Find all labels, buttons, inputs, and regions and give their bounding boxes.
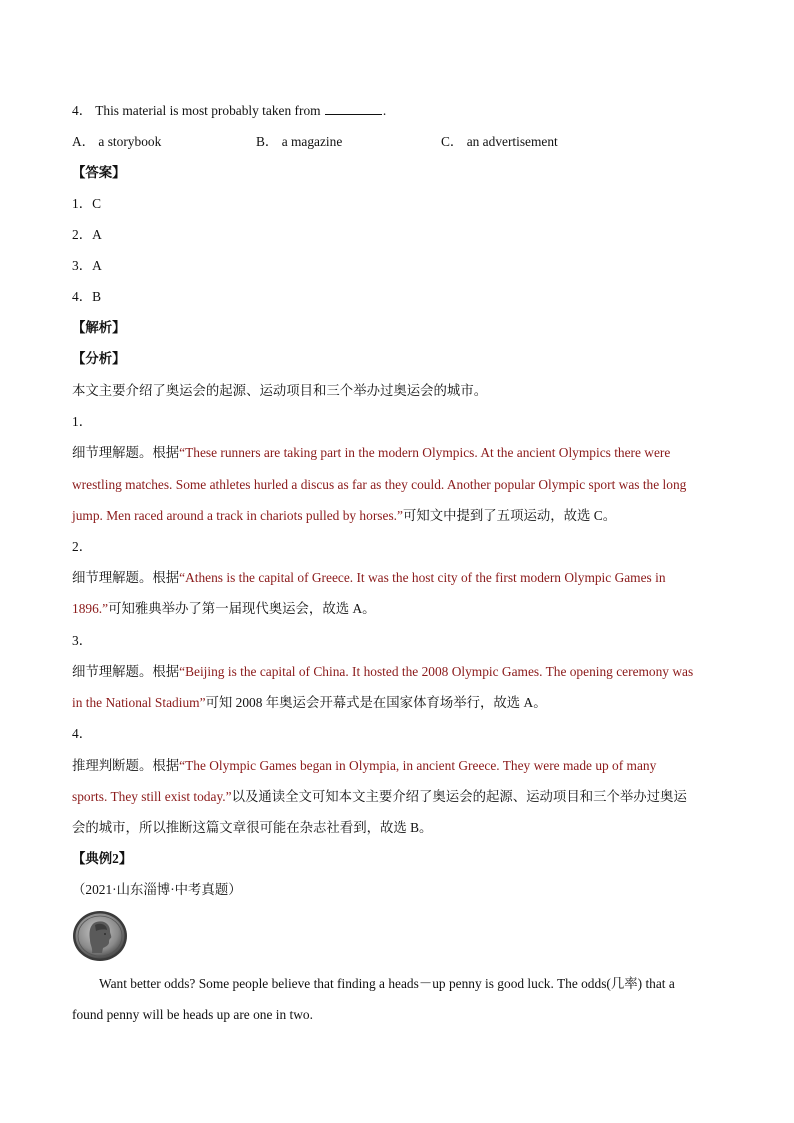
example-heading: 【典例2】: [72, 851, 133, 866]
answer-item: 4．B: [72, 289, 102, 304]
question-stem: This material is most probably taken from: [95, 103, 321, 118]
item-line: jump. Men raced around a track in chariots pulled by horses.”可知文中提到了五项运动，故选 C。: [72, 508, 617, 523]
item-line: 1896.”可知雅典举办了第一届现代奥运会，故选 A。: [72, 601, 376, 616]
answer-item: 3．A: [72, 258, 102, 273]
penny-coin-icon: [72, 910, 128, 962]
explanation-heading: 【解析】: [72, 320, 126, 335]
item-line: 细节理解题。根据“These runners are taking part in the modern Olympics. At the ancient Olympics there were: [72, 445, 671, 460]
item-line: 细节理解题。根据“Beijing is the capital of China. It hosted the 2008 Olympic Games. The opening ceremony was: [72, 664, 694, 679]
option-a: A． a storybook: [72, 134, 162, 149]
answer-item: 2．A: [72, 227, 102, 242]
question-number: 4．: [72, 103, 93, 118]
item-number: 3．: [72, 633, 93, 648]
answer-heading: 【答案】: [72, 165, 126, 180]
option-c: C． an advertisement: [441, 134, 558, 149]
answer-blank: [325, 102, 382, 115]
question-tail: .: [382, 103, 387, 118]
item-line: wrestling matches. Some athletes hurled a discus as far as they could. Another popular Olympic sport was the long: [72, 477, 687, 492]
option-b: B． a magazine: [256, 134, 343, 149]
item-number: 4．: [72, 726, 93, 741]
item-line: 细节理解题。根据“Athens is the capital of Greece. It was the host city of the first modern Olympic Games in: [72, 570, 666, 585]
item-number: 1．: [72, 414, 93, 429]
question-4: [72, 102, 724, 120]
item-number: 2．: [72, 539, 93, 554]
analysis-heading: 【分析】: [72, 351, 126, 366]
item-line: in the National Stadium”可知 2008 年奥运会开幕式是在国家体育场举行，故选 A。: [72, 695, 547, 710]
answer-item: 1．C: [72, 196, 102, 211]
item-line: 推理判断题。根据“The Olympic Games began in Olympia, in ancient Greece. They were made up of many: [72, 758, 657, 773]
item-line: sports. They still exist today.”以及通读全文可知本文主要介绍了奥运会的起源、运动项目和三个举办过奥运: [72, 789, 687, 804]
source-citation: （2021·山东淄博·中考真题）: [72, 882, 242, 897]
passage-line: Want better odds? Some people believe that finding a heads－up penny is good luck. The odds(几率) that a: [99, 976, 675, 991]
item-line: 会的城市，所以推断这篇文章很可能在杂志社看到，故选 B。: [72, 820, 433, 835]
passage-line: found penny will be heads up are one in two.: [72, 1007, 313, 1022]
summary-text: 本文主要介绍了奥运会的起源、运动项目和三个举办过奥运会的城市。: [72, 383, 488, 398]
